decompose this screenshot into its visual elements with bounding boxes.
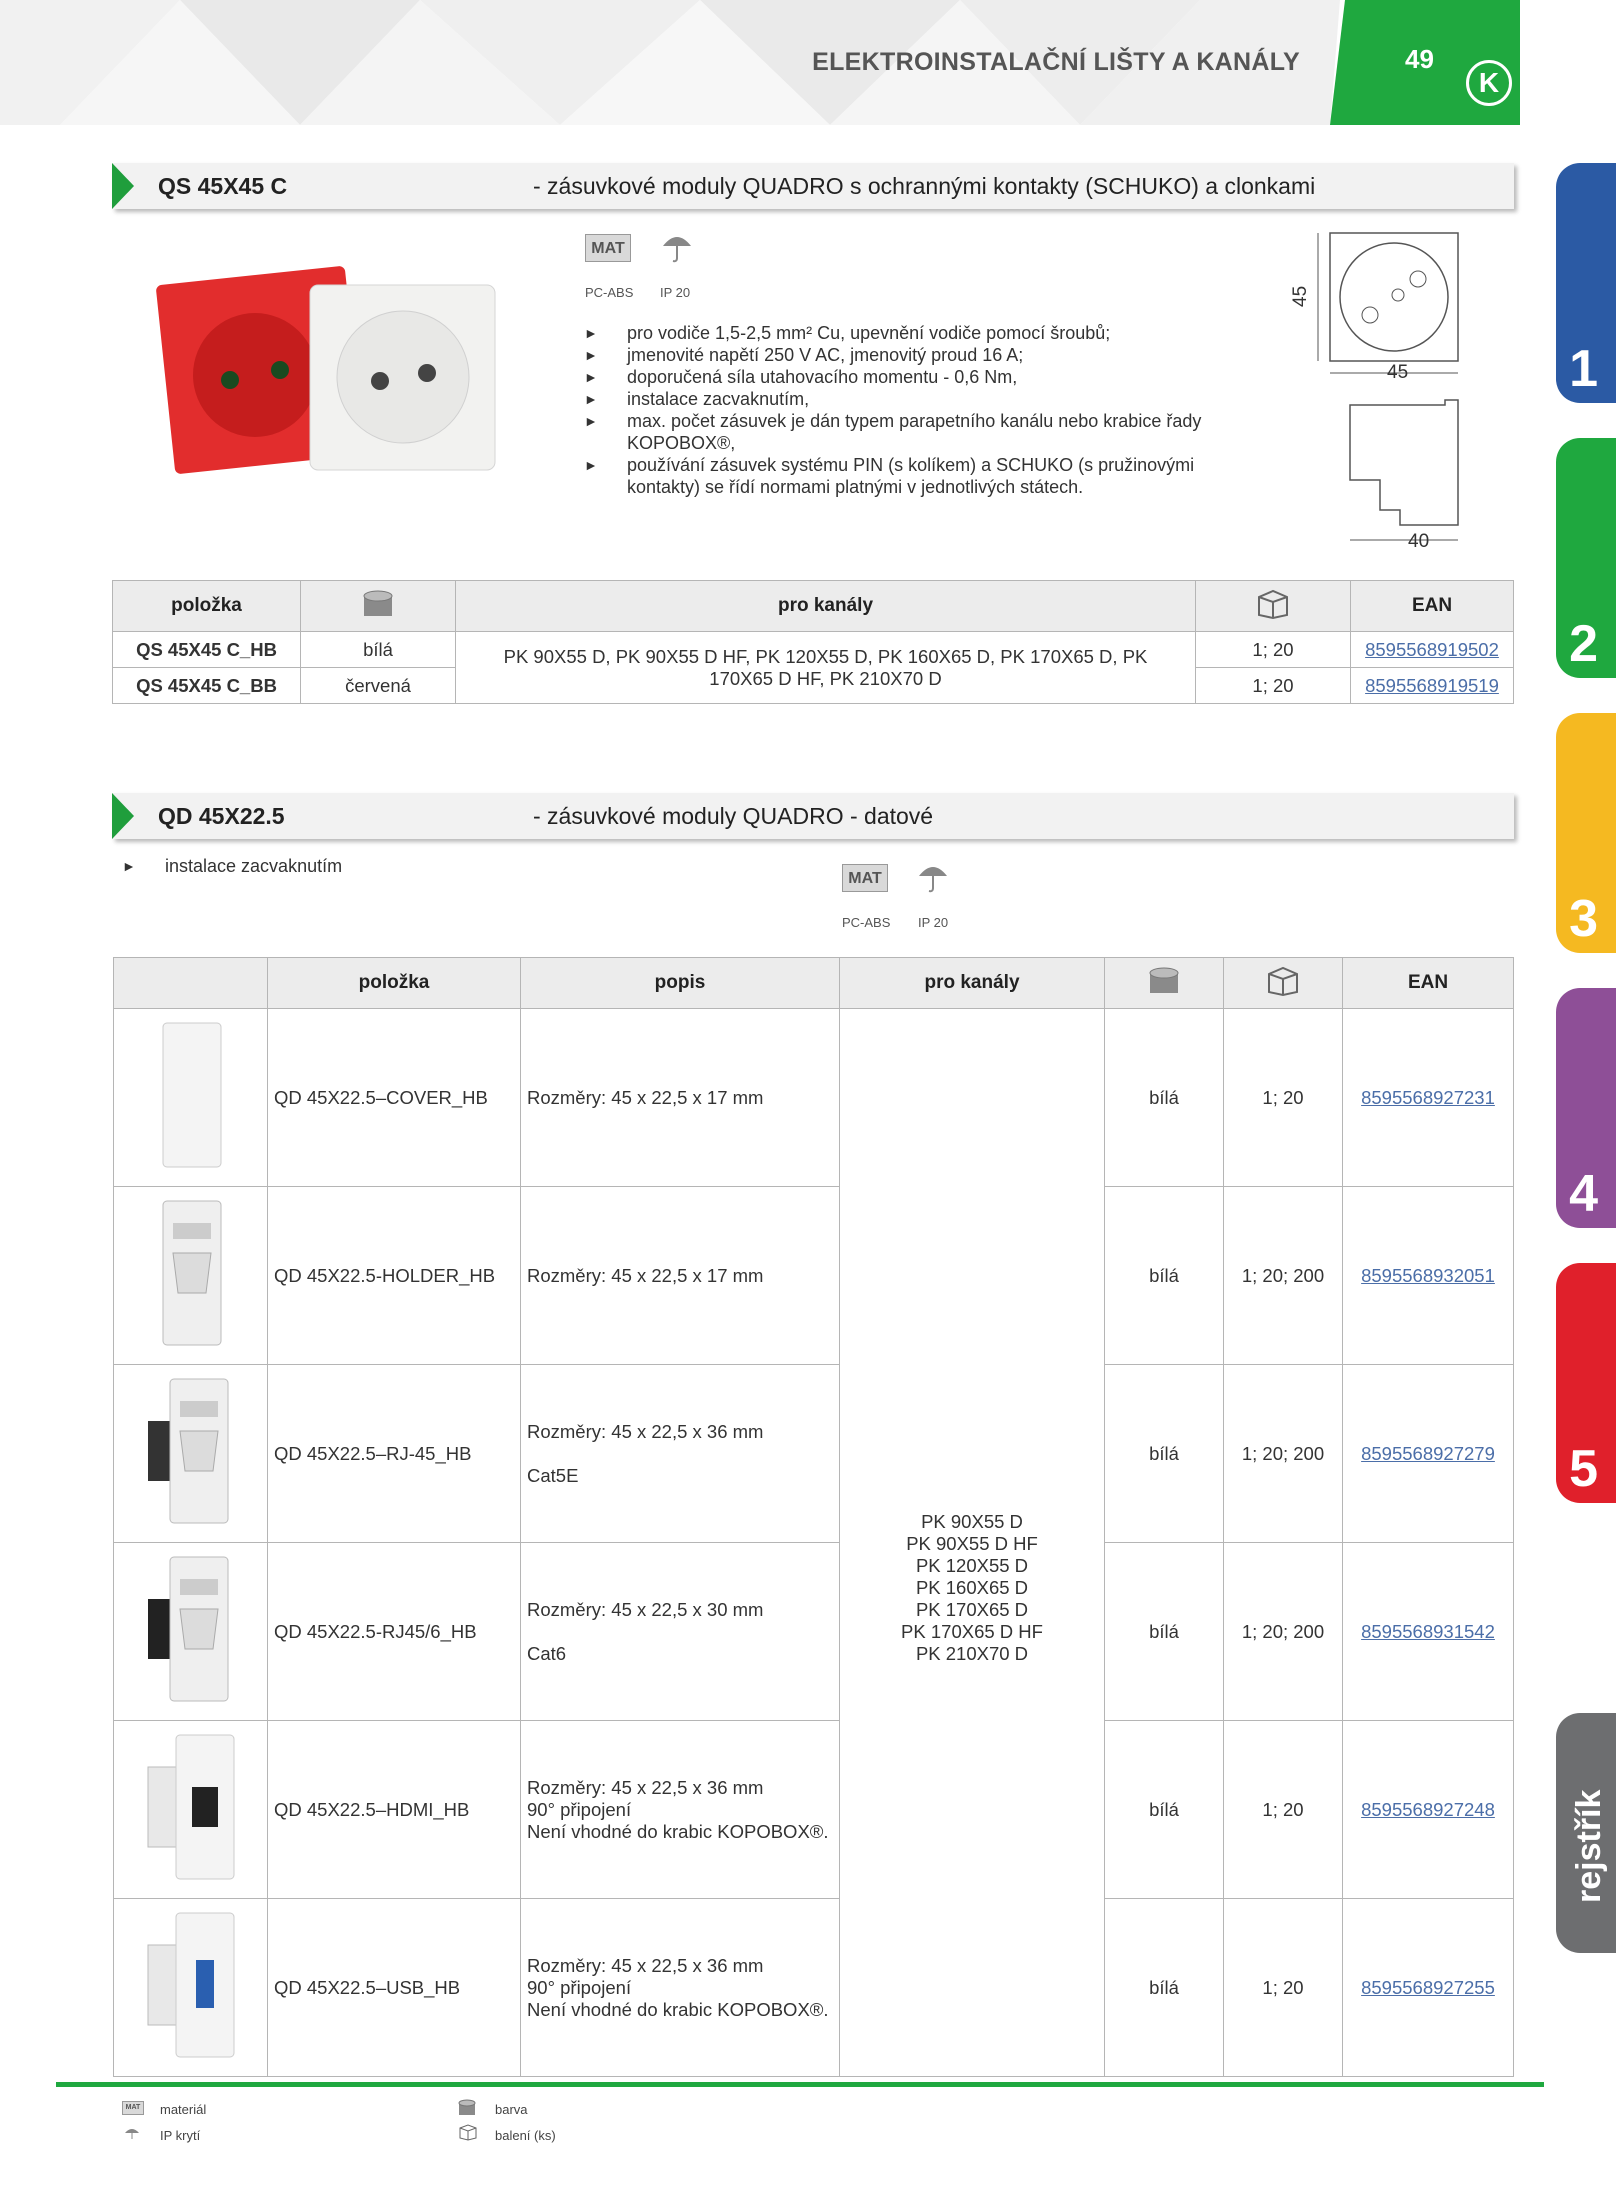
cell-pack: 1; 20 bbox=[1224, 1721, 1343, 1899]
list-item: ► pro vodiče 1,5-2,5 mm² Cu, upevnění vodiče pomocí šroubů; bbox=[584, 323, 1111, 343]
cell-color: bílá bbox=[1105, 1543, 1224, 1721]
cell-image bbox=[114, 1899, 268, 2077]
table-row bbox=[113, 632, 1514, 668]
table-row bbox=[114, 1365, 1514, 1543]
section-arrow-icon bbox=[112, 163, 134, 209]
legend-paint-bucket-icon bbox=[457, 2098, 477, 2116]
list-item: ► jmenovité napětí 250 V AC, jmenovitý proud 16 A; bbox=[584, 345, 1024, 365]
material-label: PC-ABS bbox=[585, 285, 634, 300]
cell-item: QD 45X22.5–RJ-45_HB bbox=[268, 1365, 521, 1543]
column-header-pack bbox=[1196, 581, 1351, 632]
list-item: ► max. počet zásuvek je dán typem parapetního kanálu nebo krabice řady KOPOBOX®, bbox=[584, 411, 1202, 453]
side-tab-label: rejstřík bbox=[1570, 1789, 1608, 1903]
dimension-height: 45 bbox=[1290, 285, 1311, 307]
side-tab-4[interactable] bbox=[1556, 988, 1616, 1228]
legend-ip: IP krytí bbox=[160, 2128, 201, 2143]
section-description: - zásuvkové moduly QUADRO - datové bbox=[533, 803, 934, 829]
paint-bucket-icon bbox=[1146, 965, 1182, 995]
holder-module-image bbox=[151, 1193, 231, 1353]
cell-desc: Rozměry: 45 x 22,5 x 17 mm bbox=[521, 1187, 840, 1365]
cell-color: bílá bbox=[1105, 1365, 1224, 1543]
legend-box-icon bbox=[457, 2123, 479, 2141]
side-tab-2[interactable] bbox=[1556, 438, 1616, 678]
cell-pack: 1; 20; 200 bbox=[1224, 1365, 1343, 1543]
side-tab-label: 5 bbox=[1569, 1440, 1598, 1498]
rj45-module-image bbox=[136, 1371, 246, 1531]
side-tab-label: 3 bbox=[1569, 890, 1598, 948]
cell-color: bílá bbox=[1105, 1899, 1224, 2077]
usb-module-image bbox=[136, 1905, 246, 2065]
legend-ip-icon bbox=[124, 2124, 140, 2142]
list-item: ► instalace zacvaknutím, bbox=[584, 389, 810, 409]
ean-link[interactable]: 8595568931542 bbox=[1361, 1620, 1495, 1642]
legend-material: materiál bbox=[160, 2102, 207, 2117]
footer-divider bbox=[56, 2082, 1544, 2087]
column-header-pack bbox=[1224, 958, 1343, 1009]
cover-module-image bbox=[151, 1015, 231, 1175]
cell-item: QD 45X22.5-HOLDER_HB bbox=[268, 1187, 521, 1365]
table-row bbox=[114, 1187, 1514, 1365]
column-header-image bbox=[114, 958, 268, 1009]
side-tab-3[interactable] bbox=[1556, 713, 1616, 953]
side-tab-1[interactable] bbox=[1556, 163, 1616, 403]
legend-pack: balení (ks) bbox=[495, 2128, 556, 2143]
cell-channels: PK 90X55 D, PK 90X55 D HF, PK 120X55 D, PK 160X65 D, PK 170X65 D, PK 170X65 D HF, PK 210X70 D bbox=[456, 632, 1196, 704]
cell-item: QD 45X22.5–COVER_HB bbox=[268, 1009, 521, 1187]
ean-link[interactable]: 8595568927279 bbox=[1361, 1442, 1495, 1464]
ean-link[interactable]: 8595568919519 bbox=[1365, 674, 1499, 696]
ean-link[interactable]: 8595568927231 bbox=[1361, 1086, 1495, 1108]
cell-color: bílá bbox=[301, 632, 456, 668]
material-icon: MAT bbox=[585, 234, 631, 262]
section-description: - zásuvkové moduly QUADRO s ochrannými kontakty (SCHUKO) a clonkami bbox=[533, 173, 1316, 199]
cell-pack: 1; 20; 200 bbox=[1224, 1187, 1343, 1365]
ean-link[interactable]: 8595568919502 bbox=[1365, 638, 1499, 660]
cell-desc: Rozměry: 45 x 22,5 x 36 mm Cat5E bbox=[521, 1365, 840, 1543]
box-icon bbox=[1253, 587, 1293, 619]
cell-item: QD 45X22.5-RJ45/6_HB bbox=[268, 1543, 521, 1721]
cell-item: QS 45X45 C_BB bbox=[113, 668, 301, 704]
rj45-cat6-module-image bbox=[136, 1549, 246, 1709]
column-header-color bbox=[301, 581, 456, 632]
cell-image bbox=[114, 1543, 268, 1721]
cell-color: bílá bbox=[1105, 1187, 1224, 1365]
list-item: ► instalace zacvaknutím bbox=[122, 856, 343, 876]
cell-desc: Rozměry: 45 x 22,5 x 36 mm 90° připojení Není vhodné do krabic KOPOBOX®. bbox=[521, 1721, 840, 1899]
ip-label: IP 20 bbox=[918, 915, 949, 930]
feature-list bbox=[584, 322, 1244, 498]
cell-color: bílá bbox=[1105, 1009, 1224, 1187]
cell-image bbox=[114, 1187, 268, 1365]
dimension-width: 45 bbox=[1387, 362, 1409, 383]
column-header-item: položka bbox=[268, 958, 521, 1009]
side-tab-index[interactable] bbox=[1556, 1713, 1616, 1953]
ip-label: IP 20 bbox=[660, 285, 691, 300]
brand-logo: K bbox=[1466, 60, 1512, 106]
dimension-depth: 40 bbox=[1408, 531, 1430, 552]
cell-item: QD 45X22.5–USB_HB bbox=[268, 1899, 521, 2077]
cell-desc: Rozměry: 45 x 22,5 x 17 mm bbox=[521, 1009, 840, 1187]
page-number: 49 bbox=[1405, 44, 1434, 74]
cell-item: QD 45X22.5–HDMI_HB bbox=[268, 1721, 521, 1899]
cell-image bbox=[114, 1009, 268, 1187]
column-header-color bbox=[1105, 958, 1224, 1009]
column-header-channels: pro kanály bbox=[840, 958, 1105, 1009]
side-tab-label: 2 bbox=[1569, 615, 1598, 673]
cell-image bbox=[114, 1721, 268, 1899]
legend-color: barva bbox=[495, 2102, 528, 2117]
column-header-ean: EAN bbox=[1343, 958, 1514, 1009]
material-label: PC-ABS bbox=[842, 915, 891, 930]
cell-image bbox=[114, 1365, 268, 1543]
ip-rating-icon bbox=[916, 856, 950, 896]
table-row bbox=[114, 1721, 1514, 1899]
box-icon bbox=[1263, 964, 1303, 996]
section-code: QD 45X22.5 bbox=[158, 803, 285, 829]
cell-item: QS 45X45 C_HB bbox=[113, 632, 301, 668]
column-header-ean: EAN bbox=[1351, 581, 1514, 632]
section-code: QS 45X45 C bbox=[158, 173, 288, 199]
legend-material-icon: MAT bbox=[122, 2101, 144, 2115]
ean-link[interactable]: 8595568927248 bbox=[1361, 1798, 1495, 1820]
table-row bbox=[114, 1009, 1514, 1187]
hdmi-module-image bbox=[136, 1727, 246, 1887]
table-row bbox=[114, 1543, 1514, 1721]
cell-desc: Rozměry: 45 x 22,5 x 30 mm Cat6 bbox=[521, 1543, 840, 1721]
column-header-desc: popis bbox=[521, 958, 840, 1009]
column-header-channels: pro kanály bbox=[456, 581, 1196, 632]
cell-channels: PK 90X55 D PK 90X55 D HF PK 120X55 D PK 160X65 D PK 170X65 D PK 170X65 D HF PK 210X70 D bbox=[840, 1009, 1105, 2077]
ean-link[interactable]: 8595568927255 bbox=[1361, 1976, 1495, 1998]
cell-pack: 1; 20 bbox=[1224, 1009, 1343, 1187]
cell-pack: 1; 20; 200 bbox=[1224, 1543, 1343, 1721]
section-arrow-icon bbox=[112, 793, 134, 839]
list-item: ► používání zásuvek systému PIN (s kolíkem) a SCHUKO (s pružinovými kontakty) se řídí normami platnými v jednotlivých státech. bbox=[584, 455, 1195, 497]
cell-pack: 1; 20 bbox=[1196, 668, 1351, 704]
material-icon: MAT bbox=[842, 864, 888, 892]
cell-pack: 1; 20 bbox=[1224, 1899, 1343, 2077]
product-table-qd bbox=[113, 957, 1514, 2077]
feature-list bbox=[122, 855, 342, 877]
ean-link[interactable]: 8595568932051 bbox=[1361, 1264, 1495, 1286]
technical-drawing bbox=[1290, 225, 1470, 555]
paint-bucket-icon bbox=[360, 588, 396, 618]
product-table-qs bbox=[112, 580, 1514, 704]
side-tab-label: 4 bbox=[1569, 1165, 1598, 1223]
cell-pack: 1; 20 bbox=[1196, 632, 1351, 668]
side-tab-label: 1 bbox=[1569, 340, 1598, 398]
socket-product-image bbox=[135, 255, 515, 475]
table-row bbox=[114, 1899, 1514, 2077]
ip-rating-icon bbox=[660, 226, 694, 266]
cell-desc: Rozměry: 45 x 22,5 x 36 mm 90° připojení Není vhodné do krabic KOPOBOX®. bbox=[521, 1899, 840, 2077]
cell-color: bílá bbox=[1105, 1721, 1224, 1899]
side-tab-5[interactable] bbox=[1556, 1263, 1616, 1503]
column-header-item: položka bbox=[113, 581, 301, 632]
cell-color: červená bbox=[301, 668, 456, 704]
page-header-title: ELEKTROINSTALAČNÍ LIŠTY A KANÁLY bbox=[812, 48, 1300, 76]
list-item: ► doporučená síla utahovacího momentu - 0,6 Nm, bbox=[584, 367, 1018, 387]
